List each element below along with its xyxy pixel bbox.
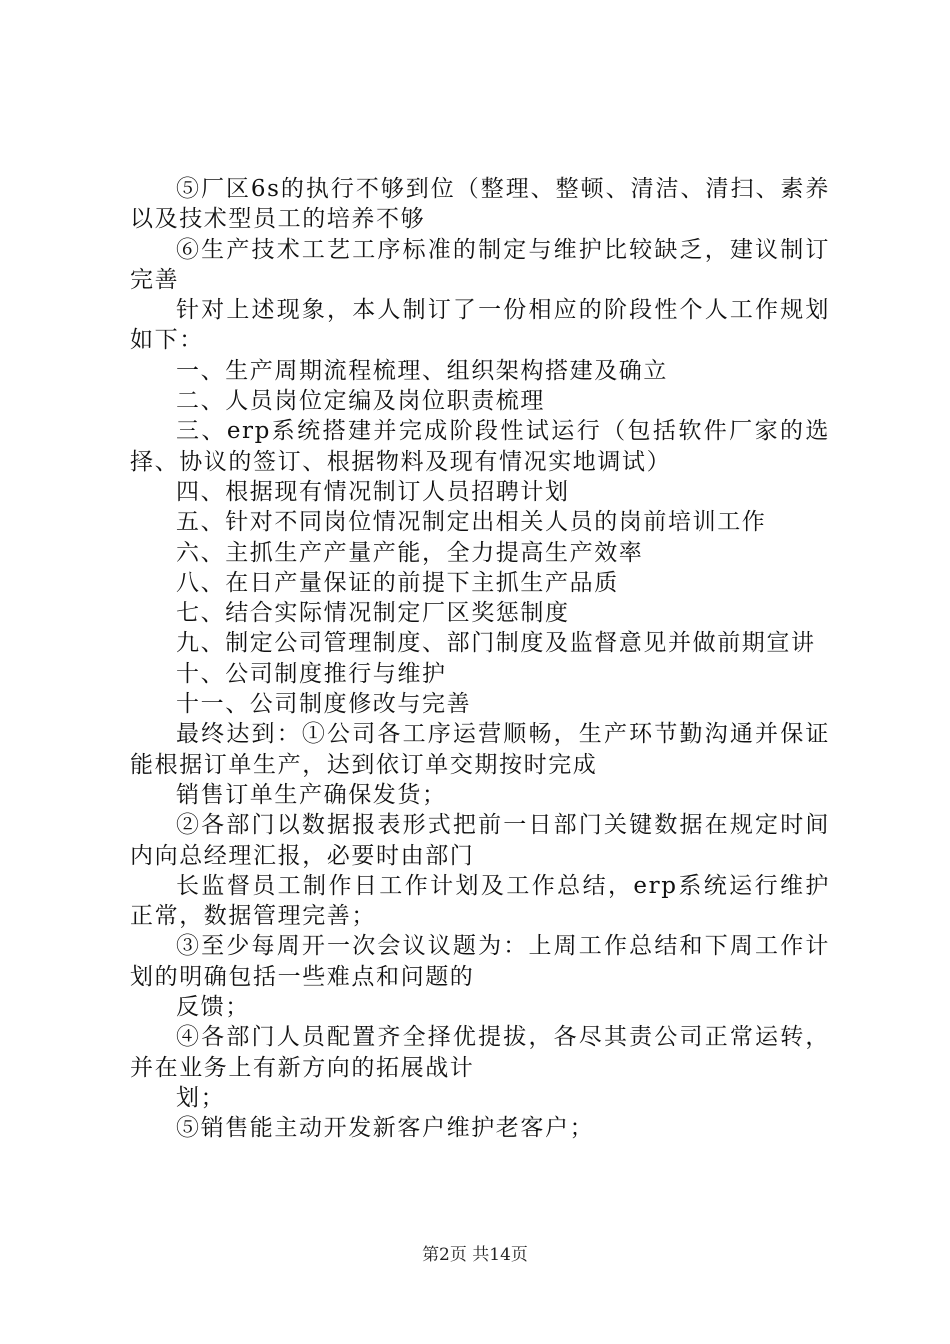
paragraph: 八、在日产量保证的前提下主抓生产品质 [176,569,619,596]
paragraph: 二、人员岗位定编及岗位职责梳理 [176,388,545,415]
paragraph: ⑤销售能主动开发新客户维护老客户； [176,1115,595,1142]
paragraph: 五、针对不同岗位情况制定出相关人员的岗前培训工作 [176,509,767,536]
paragraph: 十一、公司制度修改与完善 [176,691,472,718]
paragraph: 四、根据现有情况制订人员招聘计划 [176,478,570,505]
paragraph: 七、结合实际情况制定厂区奖惩制度 [176,600,570,627]
paragraph: 划； [176,1084,226,1111]
paragraph: 反馈； [176,994,250,1021]
paragraph: ⑤厂区6s的执行不够到位（整理、整顿、清洁、清扫、素养以及技术型员工的培养不够 [130,176,830,233]
page-number-footer: 第2页 共14页 [422,1245,528,1265]
paragraph: ②各部门以数据报表形式把前一日部门关键数据在规定时间内向总经理汇报，必要时由部门 [130,812,830,869]
paragraph: 一、生产周期流程梳理、组织架构搭建及确立 [176,357,668,384]
paragraph: 针对上述现象，本人制订了一份相应的阶段性个人工作规划如下： [130,297,830,354]
paragraph: 三、erp系统搭建并完成阶段性试运行（包括软件厂家的选择、协议的签订、根据物料及现有情况实地调试） [130,418,830,475]
paragraph: 十、公司制度推行与维护 [176,660,447,687]
paragraph: 六、主抓生产产量产能，全力提高生产效率 [176,539,644,566]
paragraph: 销售订单生产确保发货； [176,781,447,808]
paragraph: ⑥生产技术工艺工序标准的制定与维护比较缺乏，建议制订完善 [130,236,830,293]
paragraph: ④各部门人员配置齐全择优提拔，各尽其责公司正常运转，并在业务上有新方向的拓展战计 [130,1024,830,1081]
paragraph: 长监督员工制作日工作计划及工作总结，erp系统运行维护正常，数据管理完善； [130,872,830,930]
paragraph: 最终达到：①公司各工序运营顺畅，生产环节勤沟通并保证能根据订单生产，达到依订单交期按时完成 [130,721,830,778]
document-body [130,174,830,1144]
paragraph: 九、制定公司管理制度、部门制度及监督意见并做前期宣讲 [176,630,816,657]
paragraph: ③至少每周开一次会议议题为：上周工作总结和下周工作计划的明确包括一些难点和问题的 [130,933,830,990]
